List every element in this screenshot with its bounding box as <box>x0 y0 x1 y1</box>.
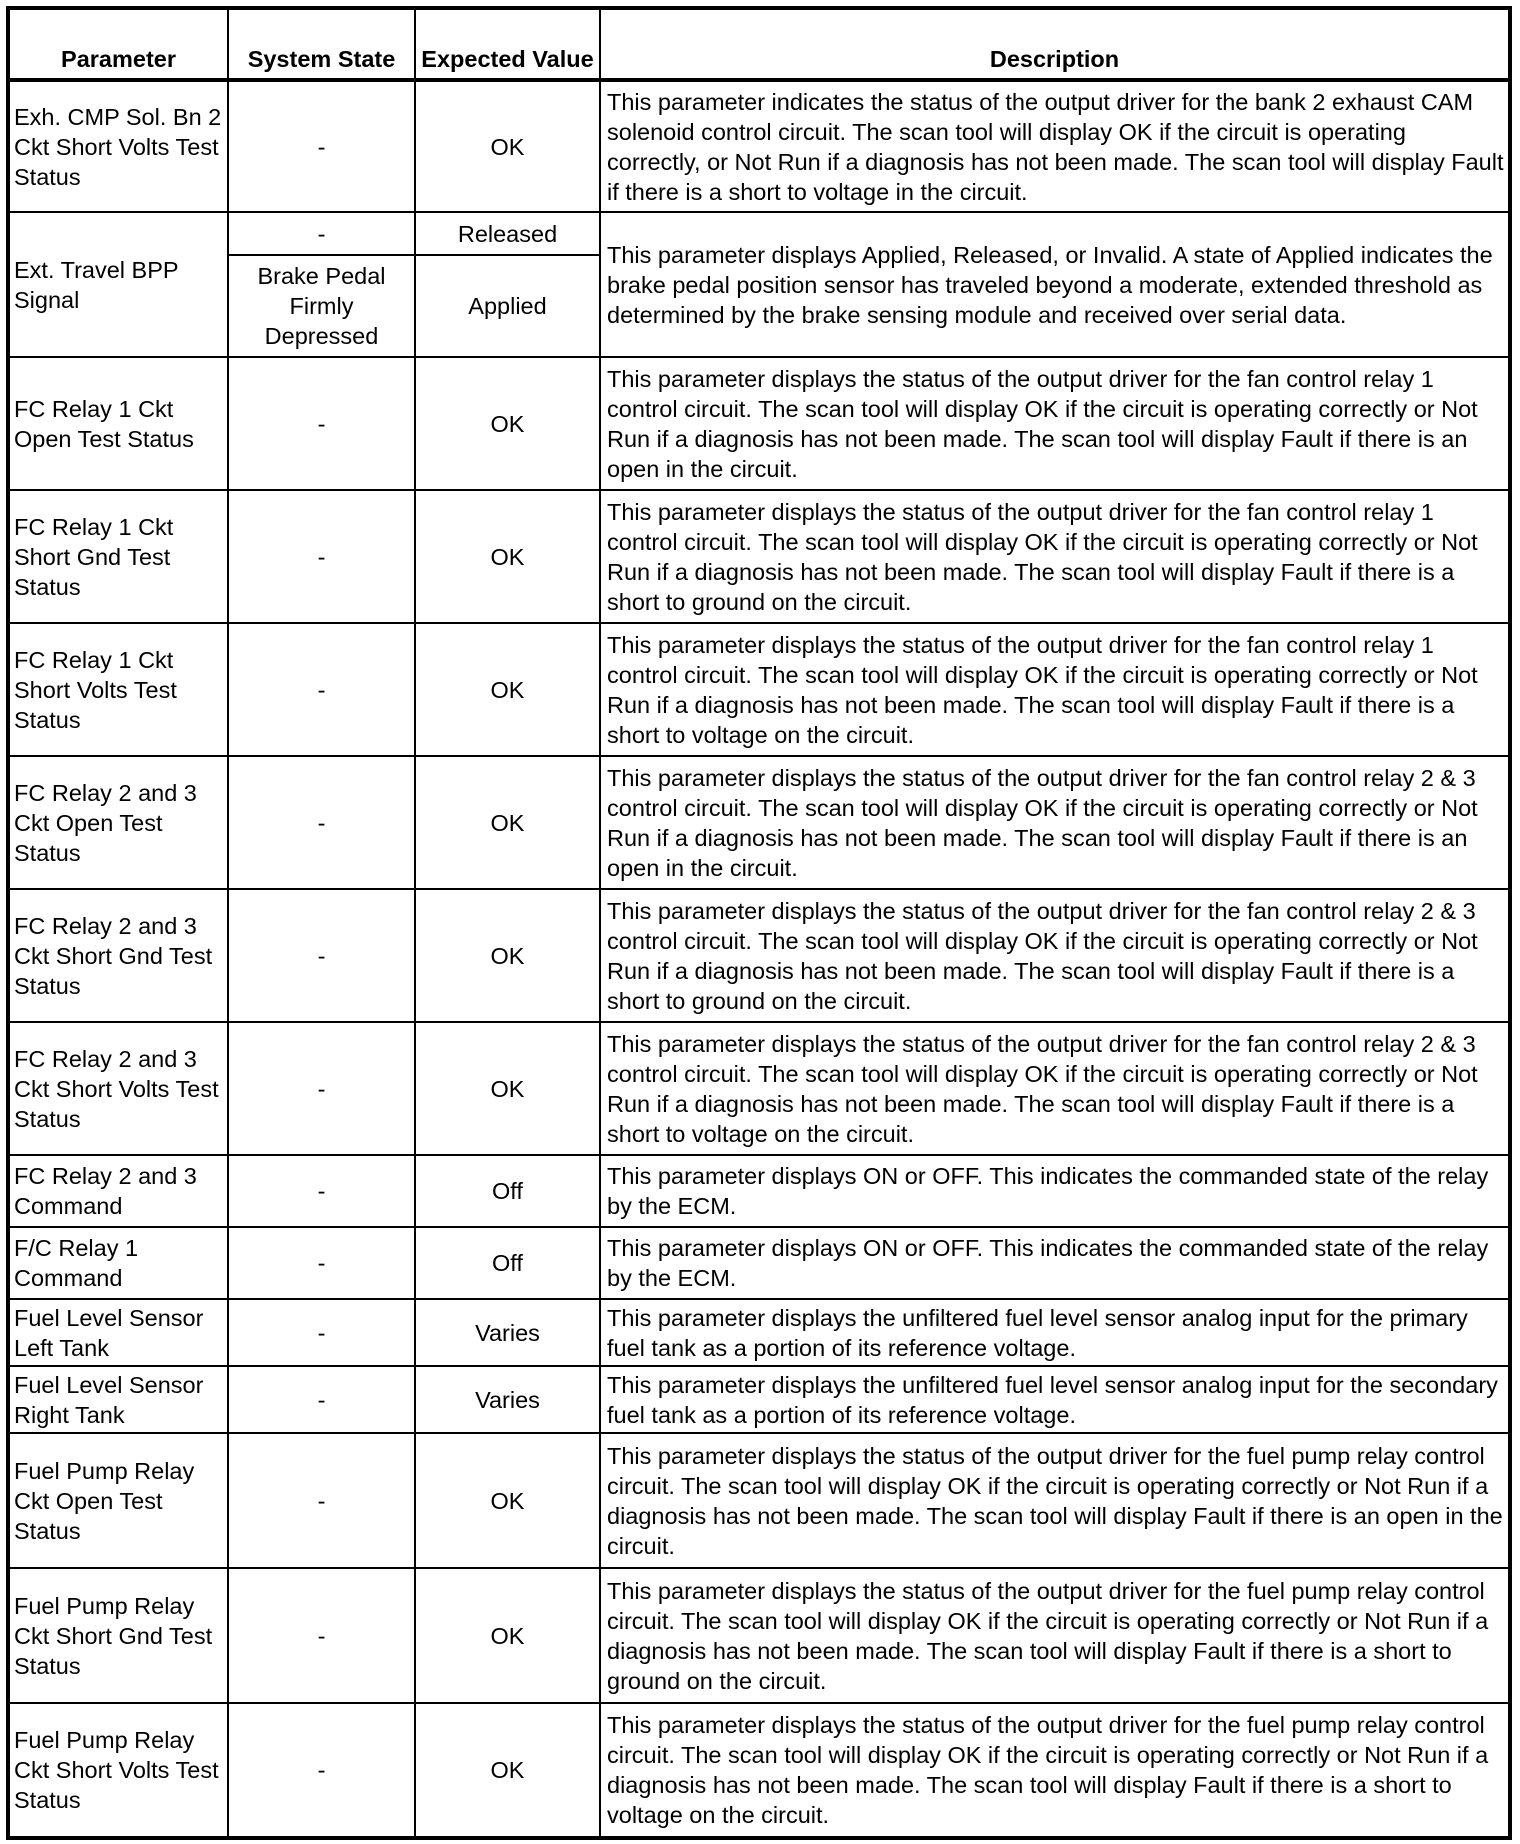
header-row <box>8 8 1510 80</box>
description-cell: This parameter displays the status of the output driver for the fan control relay 2 & 3 control circuit. The scan tool will display OK if the circuit is operating correctly or Not Run if a diagnosis has not been made. The scan tool will display Fault if there is a short to ground on the circuit. <box>600 889 1510 1022</box>
table-row <box>8 1703 1510 1838</box>
system-state-cell: - <box>228 756 415 889</box>
parameter-cell: Fuel Pump Relay Ckt Open Test Status <box>8 1433 228 1568</box>
system-state-cell: - <box>228 889 415 1022</box>
description-cell: This parameter displays the unfiltered fuel level sensor analog input for the primary fuel tank as a portion of its reference voltage. <box>600 1299 1510 1366</box>
parameter-cell: Fuel Pump Relay Ckt Short Volts Test Status <box>8 1703 228 1838</box>
description-cell: This parameter displays the status of the output driver for the fuel pump relay control circuit. The scan tool will display OK if the circuit is operating correctly or Not Run if a diagnosis has not been made. The scan tool will display Fault if there is a short to ground on the circuit. <box>600 1568 1510 1703</box>
parameter-cell: FC Relay 2 and 3 Ckt Short Gnd Test Status <box>8 889 228 1022</box>
system-state-cell: - <box>228 212 415 255</box>
expected-value-cell: Varies <box>415 1299 600 1366</box>
expected-value-cell: Released <box>415 212 600 255</box>
expected-value-cell: OK <box>415 490 600 623</box>
table-row <box>8 756 1510 889</box>
system-state-cell: - <box>228 1568 415 1703</box>
expected-value-cell: OK <box>415 357 600 490</box>
parameter-cell: F/C Relay 1 Command <box>8 1227 228 1299</box>
system-state-cell: - <box>228 357 415 490</box>
system-state-cell: Brake Pedal Firmly Depressed <box>228 255 415 357</box>
description-cell: This parameter displays the status of the output driver for the fan control relay 2 & 3 control circuit. The scan tool will display OK if the circuit is operating correctly or Not Run if a diagnosis has not been made. The scan tool will display Fault if there is an open in the circuit. <box>600 756 1510 889</box>
parameter-cell: Ext. Travel BPP Signal <box>8 212 228 357</box>
description-cell: This parameter displays the status of the output driver for the fan control relay 1 control circuit. The scan tool will display OK if the circuit is operating correctly or Not Run if a diagnosis has not been made. The scan tool will display Fault if there is a short to ground on the circuit. <box>600 490 1510 623</box>
table-row <box>8 1299 1510 1366</box>
system-state-cell: - <box>228 490 415 623</box>
parameter-cell: FC Relay 1 Ckt Short Gnd Test Status <box>8 490 228 623</box>
expected-value-cell: OK <box>415 80 600 212</box>
description-cell: This parameter displays ON or OFF. This indicates the commanded state of the relay by the ECM. <box>600 1227 1510 1299</box>
table-row <box>8 357 1510 490</box>
column-header-system-state: System State <box>228 8 415 80</box>
table-row <box>8 889 1510 1022</box>
expected-value-cell: OK <box>415 889 600 1022</box>
table-row <box>8 1155 1510 1227</box>
system-state-cell: - <box>228 623 415 756</box>
expected-value-cell: OK <box>415 756 600 889</box>
expected-value-cell: OK <box>415 1703 600 1838</box>
system-state-cell: - <box>228 1299 415 1366</box>
parameter-cell: FC Relay 2 and 3 Ckt Short Volts Test Status <box>8 1022 228 1155</box>
system-state-cell: - <box>228 80 415 212</box>
parameter-cell: Fuel Pump Relay Ckt Short Gnd Test Status <box>8 1568 228 1703</box>
system-state-cell: - <box>228 1433 415 1568</box>
system-state-cell: - <box>228 1022 415 1155</box>
description-cell: This parameter indicates the status of the output driver for the bank 2 exhaust CAM solenoid control circuit. The scan tool will display OK if the circuit is operating correctly, or Not Run if a diagnosis has not been made. The scan tool will display Fault if there is a short to voltage in the circuit. <box>600 80 1510 212</box>
table-row <box>8 1022 1510 1155</box>
description-cell: This parameter displays the status of the output driver for the fuel pump relay control circuit. The scan tool will display OK if the circuit is operating correctly or Not Run if a diagnosis has not been made. The scan tool will display Fault if there is an open in the circuit. <box>600 1433 1510 1568</box>
system-state-cell: - <box>228 1366 415 1433</box>
expected-value-cell: Off <box>415 1155 600 1227</box>
column-header-parameter: Parameter <box>8 8 228 80</box>
table-row <box>8 1568 1510 1703</box>
description-cell: This parameter displays the unfiltered fuel level sensor analog input for the secondary fuel tank as a portion of its reference voltage. <box>600 1366 1510 1433</box>
column-header-expected-value: Expected Value <box>415 8 600 80</box>
system-state-cell: - <box>228 1155 415 1227</box>
expected-value-cell: Applied <box>415 255 600 357</box>
parameter-cell: Fuel Level Sensor Left Tank <box>8 1299 228 1366</box>
description-cell: This parameter displays the status of the output driver for the fan control relay 2 & 3 control circuit. The scan tool will display OK if the circuit is operating correctly or Not Run if a diagnosis has not been made. The scan tool will display Fault if there is a short to voltage on the circuit. <box>600 1022 1510 1155</box>
parameter-cell: Fuel Level Sensor Right Tank <box>8 1366 228 1433</box>
description-cell: This parameter displays ON or OFF. This indicates the commanded state of the relay by the ECM. <box>600 1155 1510 1227</box>
expected-value-cell: OK <box>415 1568 600 1703</box>
scan-tool-parameter-table <box>6 6 1512 1840</box>
parameter-cell: FC Relay 1 Ckt Short Volts Test Status <box>8 623 228 756</box>
system-state-cell: - <box>228 1227 415 1299</box>
table-row <box>8 1366 1510 1433</box>
table-row <box>8 212 1510 255</box>
table-row <box>8 80 1510 212</box>
expected-value-cell: OK <box>415 1433 600 1568</box>
parameter-cell: FC Relay 2 and 3 Ckt Open Test Status <box>8 756 228 889</box>
expected-value-cell: Varies <box>415 1366 600 1433</box>
description-cell: This parameter displays the status of the output driver for the fan control relay 1 control circuit. The scan tool will display OK if the circuit is operating correctly or Not Run if a diagnosis has not been made. The scan tool will display Fault if there is a short to voltage on the circuit. <box>600 623 1510 756</box>
description-cell: This parameter displays Applied, Released, or Invalid. A state of Applied indicates the brake pedal position sensor has traveled beyond a moderate, extended threshold as determined by the brake sensing module and received over serial data. <box>600 212 1510 357</box>
table-row <box>8 1227 1510 1299</box>
table-row <box>8 623 1510 756</box>
description-cell: This parameter displays the status of the output driver for the fan control relay 1 control circuit. The scan tool will display OK if the circuit is operating correctly or Not Run if a diagnosis has not been made. The scan tool will display Fault if there is an open in the circuit. <box>600 357 1510 490</box>
expected-value-cell: Off <box>415 1227 600 1299</box>
description-cell: This parameter displays the status of the output driver for the fuel pump relay control circuit. The scan tool will display OK if the circuit is operating correctly or Not Run if a diagnosis has not been made. The scan tool will display Fault if there is a short to voltage on the circuit. <box>600 1703 1510 1838</box>
table-row <box>8 1433 1510 1568</box>
parameter-cell: Exh. CMP Sol. Bn 2 Ckt Short Volts Test Status <box>8 80 228 212</box>
expected-value-cell: OK <box>415 1022 600 1155</box>
table-row <box>8 490 1510 623</box>
parameter-cell: FC Relay 1 Ckt Open Test Status <box>8 357 228 490</box>
column-header-description: Description <box>600 8 1510 80</box>
system-state-cell: - <box>228 1703 415 1838</box>
expected-value-cell: OK <box>415 623 600 756</box>
parameter-cell: FC Relay 2 and 3 Command <box>8 1155 228 1227</box>
